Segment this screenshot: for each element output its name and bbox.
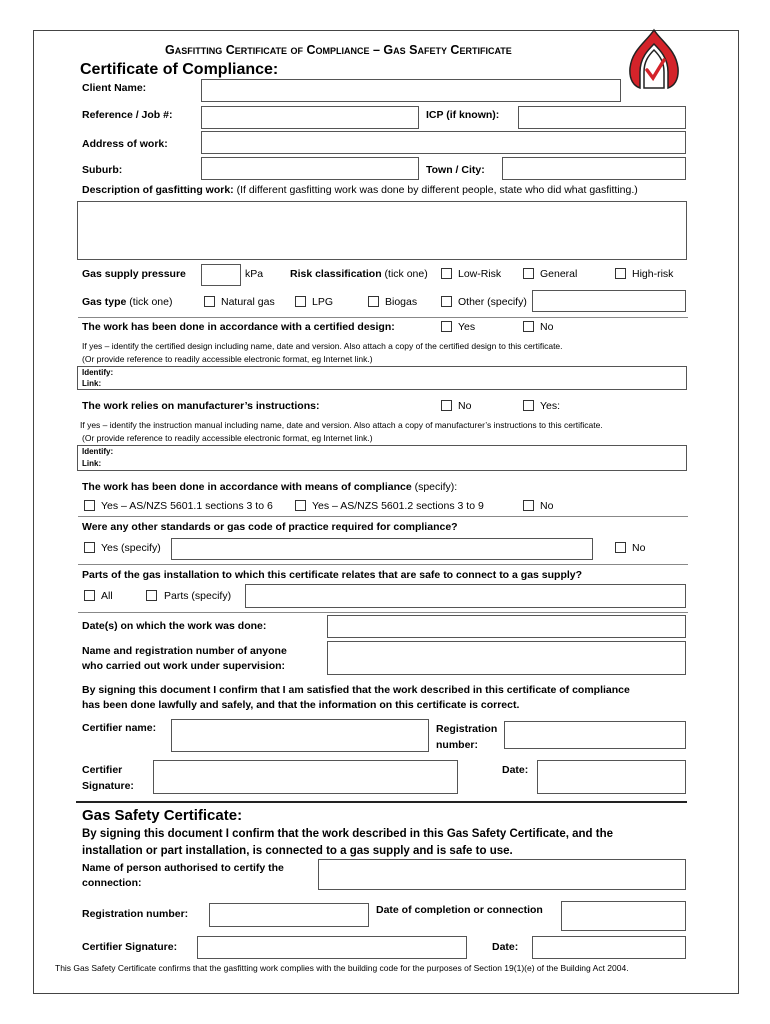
manufacturer-no-label: No — [458, 400, 472, 412]
registration-input[interactable] — [504, 721, 686, 749]
town-city-label: Town / City: — [426, 164, 485, 176]
manufacturer-note: If yes – identify the instruction manual including name, date and version. Also attach a copy of manufacturer’s instructions to this certificate. — [80, 420, 603, 430]
divider — [78, 564, 688, 565]
gsc-date-input[interactable] — [532, 936, 686, 959]
parts-input[interactable] — [245, 584, 686, 608]
gsc-completion-input[interactable] — [561, 901, 686, 931]
divider — [78, 317, 688, 318]
manufacturer-yes-label: Yes: — [540, 400, 561, 412]
low-risk-checkbox[interactable] — [441, 268, 452, 279]
certifier-signature-label: Certifier — [82, 764, 123, 776]
divider — [78, 516, 688, 517]
certified-design-no-label: No — [540, 321, 554, 333]
lpg-checkbox[interactable] — [295, 296, 306, 307]
kpa-unit: kPa — [245, 268, 264, 280]
declaration-text: has been done lawfully and safely, and that the information on this certificate is correct. — [82, 699, 520, 711]
parts-all-checkbox[interactable] — [84, 590, 95, 601]
certifier-date-input[interactable] — [537, 760, 686, 794]
other-standards-question: Were any other standards or gas code of practice required for compliance? — [82, 521, 458, 533]
other-standards-no-checkbox[interactable] — [615, 542, 626, 553]
means-of-compliance-question — [82, 481, 457, 494]
other-standards-input[interactable] — [171, 538, 593, 560]
other-gas-input[interactable] — [532, 290, 686, 312]
certifier-name-input[interactable] — [171, 719, 429, 752]
biogas-checkbox[interactable] — [368, 296, 379, 307]
parts-all-label: All — [101, 590, 113, 602]
gas-type-title: Gas type — [82, 296, 127, 308]
icp-input[interactable] — [518, 106, 686, 129]
gsc-date-label: Date: — [492, 941, 519, 953]
gsc-declaration: By signing this document I confirm that the work described in this Gas Safety Certificate, and the — [82, 828, 614, 840]
risk-title: Risk classification — [290, 268, 382, 280]
high-risk-label: High-risk — [632, 268, 674, 280]
link-label: Link: — [82, 459, 102, 468]
means-specify: (specify): — [411, 481, 458, 493]
means-no-checkbox[interactable] — [523, 500, 534, 511]
other-standards-yes-label: Yes (specify) — [101, 542, 161, 554]
gas-flame-check-logo-icon — [624, 28, 684, 90]
suburb-input[interactable] — [201, 157, 419, 180]
gsc-signature-label: Certifier Signature: — [82, 941, 178, 953]
supervision-input[interactable] — [327, 641, 686, 675]
manufacturer-identify-box[interactable] — [77, 445, 687, 471]
general-risk-label: General — [540, 268, 578, 280]
gsc-registration-label: Registration number: — [82, 908, 189, 920]
gsc-authorised-input[interactable] — [318, 859, 686, 890]
identify-label: Identify: — [82, 447, 114, 456]
high-risk-checkbox[interactable] — [615, 268, 626, 279]
certified-design-yes-label: Yes — [458, 321, 476, 333]
parts-specify-checkbox[interactable] — [146, 590, 157, 601]
risk-note: (tick one) — [381, 268, 428, 280]
manufacturer-question: The work relies on manufacturer’s instructions: — [82, 400, 320, 412]
description-input[interactable] — [77, 201, 687, 260]
divider — [78, 612, 688, 613]
address-label: Address of work: — [82, 138, 168, 150]
asnzs-5601-1-label: Yes – AS/NZS 5601.1 sections 3 to 6 — [101, 500, 273, 512]
reference-input[interactable] — [201, 106, 419, 129]
supervision-label: Name and registration number of anyone — [82, 645, 287, 657]
parts-question: Parts of the gas installation to which this certificate relates that are safe to connect to a gas supply? — [82, 569, 583, 581]
parts-specify-label: Parts (specify) — [164, 590, 232, 602]
other-gas-label: Other (specify) — [458, 296, 527, 308]
low-risk-label: Low-Risk — [458, 268, 502, 280]
dates-label: Date(s) on which the work was done: — [82, 620, 267, 632]
manufacturer-note: (Or provide reference to readily accessible electronic format, eg Internet link.) — [82, 433, 373, 443]
biogas-label: Biogas — [385, 296, 418, 308]
asnzs-5601-1-checkbox[interactable] — [84, 500, 95, 511]
form-title: Gasfitting Certificate of Compliance – Gas Safety Certificate — [165, 43, 512, 57]
gas-supply-input[interactable] — [201, 264, 241, 286]
gsc-authorised-label: connection: — [82, 877, 142, 889]
certifier-name-label: Certifier name: — [82, 722, 157, 734]
client-name-label: Client Name: — [82, 82, 147, 94]
lpg-label: LPG — [312, 296, 334, 308]
other-gas-checkbox[interactable] — [441, 296, 452, 307]
registration-label: Registration — [436, 723, 498, 735]
certifier-date-label: Date: — [502, 764, 529, 776]
gsc-completion-label: Date of completion or connection — [376, 904, 543, 916]
declaration-text: By signing this document I confirm that I am satisfied that the work described in this certificate of compliance — [82, 684, 630, 696]
certified-design-no-checkbox[interactable] — [523, 321, 534, 332]
natural-gas-label: Natural gas — [221, 296, 275, 308]
asnzs-5601-2-label: Yes – AS/NZS 5601.2 sections 3 to 9 — [312, 500, 484, 512]
section-divider — [76, 801, 687, 803]
gas-supply-label: Gas supply pressure — [82, 268, 186, 280]
means-no-label: No — [540, 500, 554, 512]
identify-label: Identify: — [82, 368, 114, 377]
footer-note: This Gas Safety Certificate confirms that the gasfitting work complies with the building code for the purposes of Section 19(1)(e) of the Building Act 2004. — [55, 963, 629, 973]
dates-input[interactable] — [327, 615, 686, 638]
gas-type-label — [82, 296, 172, 309]
risk-label — [290, 268, 428, 281]
town-city-input[interactable] — [502, 157, 686, 180]
certifier-signature-label: Signature: — [82, 780, 134, 792]
supervision-label: who carried out work under supervision: — [82, 660, 286, 672]
gsc-heading: Gas Safety Certificate: — [82, 807, 243, 824]
gas-type-note: (tick one) — [126, 296, 173, 308]
icp-label: ICP (if known): — [426, 109, 500, 121]
link-label: Link: — [82, 379, 102, 388]
description-label — [82, 184, 638, 197]
certified-design-identify-box[interactable] — [77, 366, 687, 390]
manufacturer-no-checkbox[interactable] — [441, 400, 452, 411]
certified-design-note: If yes – identify the certified design including name, date and version. Also attach a copy of the certified design to this certificate. — [82, 341, 563, 351]
suburb-label: Suburb: — [82, 164, 123, 176]
certified-design-question: The work has been done in accordance with a certified design: — [82, 321, 395, 333]
other-standards-no-label: No — [632, 542, 646, 554]
asnzs-5601-2-checkbox[interactable] — [295, 500, 306, 511]
certified-design-note: (Or provide reference to readily accessible electronic format, eg Internet link.) — [82, 354, 373, 364]
registration-label: number: — [436, 739, 478, 751]
means-title: The work has been done in accordance with means of compliance — [82, 481, 412, 493]
manufacturer-yes-checkbox[interactable] — [523, 400, 534, 411]
gsc-signature-input[interactable] — [197, 936, 467, 959]
description-title: Description of gasfitting work: — [82, 184, 234, 196]
certifier-signature-input[interactable] — [153, 760, 458, 794]
client-name-input[interactable] — [201, 79, 621, 102]
natural-gas-checkbox[interactable] — [204, 296, 215, 307]
coc-heading: Certificate of Compliance: — [80, 61, 279, 78]
gsc-authorised-label: Name of person authorised to certify the — [82, 862, 284, 874]
other-standards-yes-checkbox[interactable] — [84, 542, 95, 553]
gsc-declaration: installation or part installation, is connected to a gas supply and is safe to use. — [82, 845, 513, 857]
general-risk-checkbox[interactable] — [523, 268, 534, 279]
certified-design-yes-checkbox[interactable] — [441, 321, 452, 332]
gsc-registration-input[interactable] — [209, 903, 369, 927]
reference-label: Reference / Job #: — [82, 109, 173, 121]
description-note: (If different gasfitting work was done by different people, state who did what gasfitting.) — [233, 184, 638, 196]
address-input[interactable] — [201, 131, 686, 154]
